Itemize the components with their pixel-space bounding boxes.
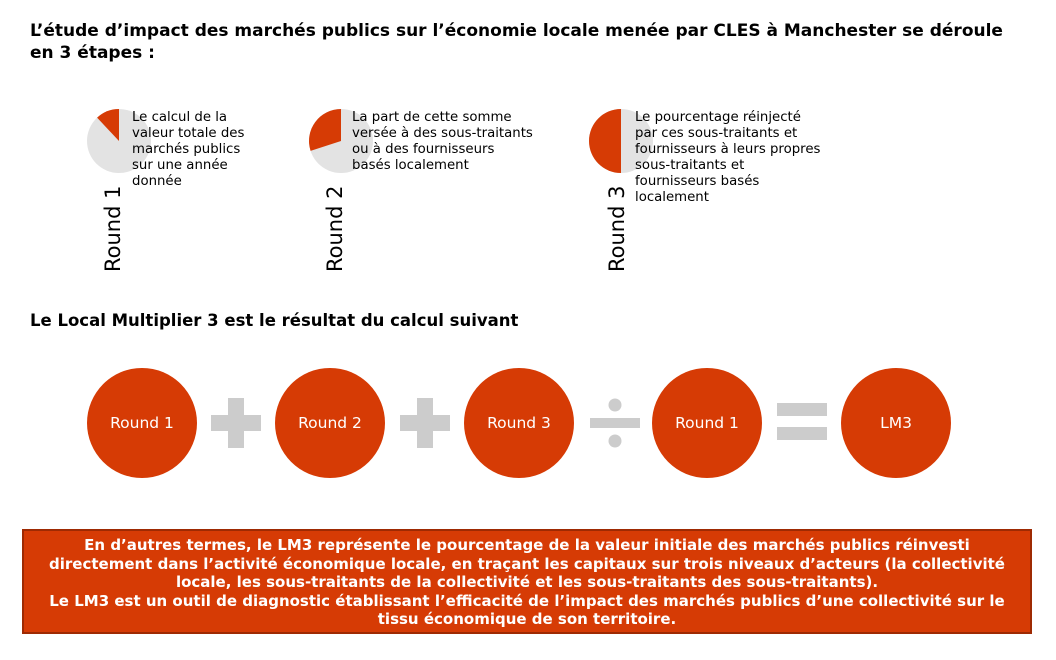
round-2-label: Round 2 bbox=[323, 185, 347, 272]
page-title: L’étude d’impact des marchés publics sur l’économie locale menée par CLES à Manchester se déroule en 3 étapes : bbox=[30, 21, 1003, 63]
round-3-description: Le pourcentage réinjecté par ces sous-traitants et fournisseurs à leurs propres sous-traitants et fournisseurs basés localement bbox=[635, 110, 821, 205]
plus-icon bbox=[211, 398, 261, 448]
equation-term-round-2: Round 2 bbox=[275, 368, 385, 478]
equation-term-round-1-divisor: Round 1 bbox=[652, 368, 762, 478]
divide-icon bbox=[590, 398, 640, 448]
equation-term-round-3: Round 3 bbox=[464, 368, 574, 478]
round-3-label: Round 3 bbox=[605, 185, 629, 272]
plus-icon bbox=[400, 398, 450, 448]
round-2-description: La part de cette somme versée à des sous-traitants ou à des fournisseurs basés localement bbox=[352, 110, 533, 173]
round-1-description: Le calcul de la valeur totale des marchés publics sur une année donnée bbox=[132, 110, 245, 189]
explanation-paragraph-1: En d’autres termes, le LM3 représente le pourcentage de la valeur initiale des marchés publics réinvesti directement dans l’activité économique locale, en traçant les capitaux sur trois niveaux d’acteurs (la collectivité locale, les sous-traitants de la collectivité et les sous-traitants des sous-traitants). bbox=[49, 536, 1005, 591]
equation-result-lm3: LM3 bbox=[841, 368, 951, 478]
equation-term-round-1: Round 1 bbox=[87, 368, 197, 478]
equation-title: Le Local Multiplier 3 est le résultat du calcul suivant bbox=[30, 311, 519, 330]
explanation-box bbox=[22, 529, 1032, 634]
equals-icon bbox=[777, 400, 827, 444]
round-1-label: Round 1 bbox=[101, 185, 125, 272]
explanation-paragraph-2: Le LM3 est un outil de diagnostic établissant l’efficacité de l’impact des marchés publics d’une collectivité sur le tissu économique de son territoire. bbox=[49, 591, 1005, 628]
